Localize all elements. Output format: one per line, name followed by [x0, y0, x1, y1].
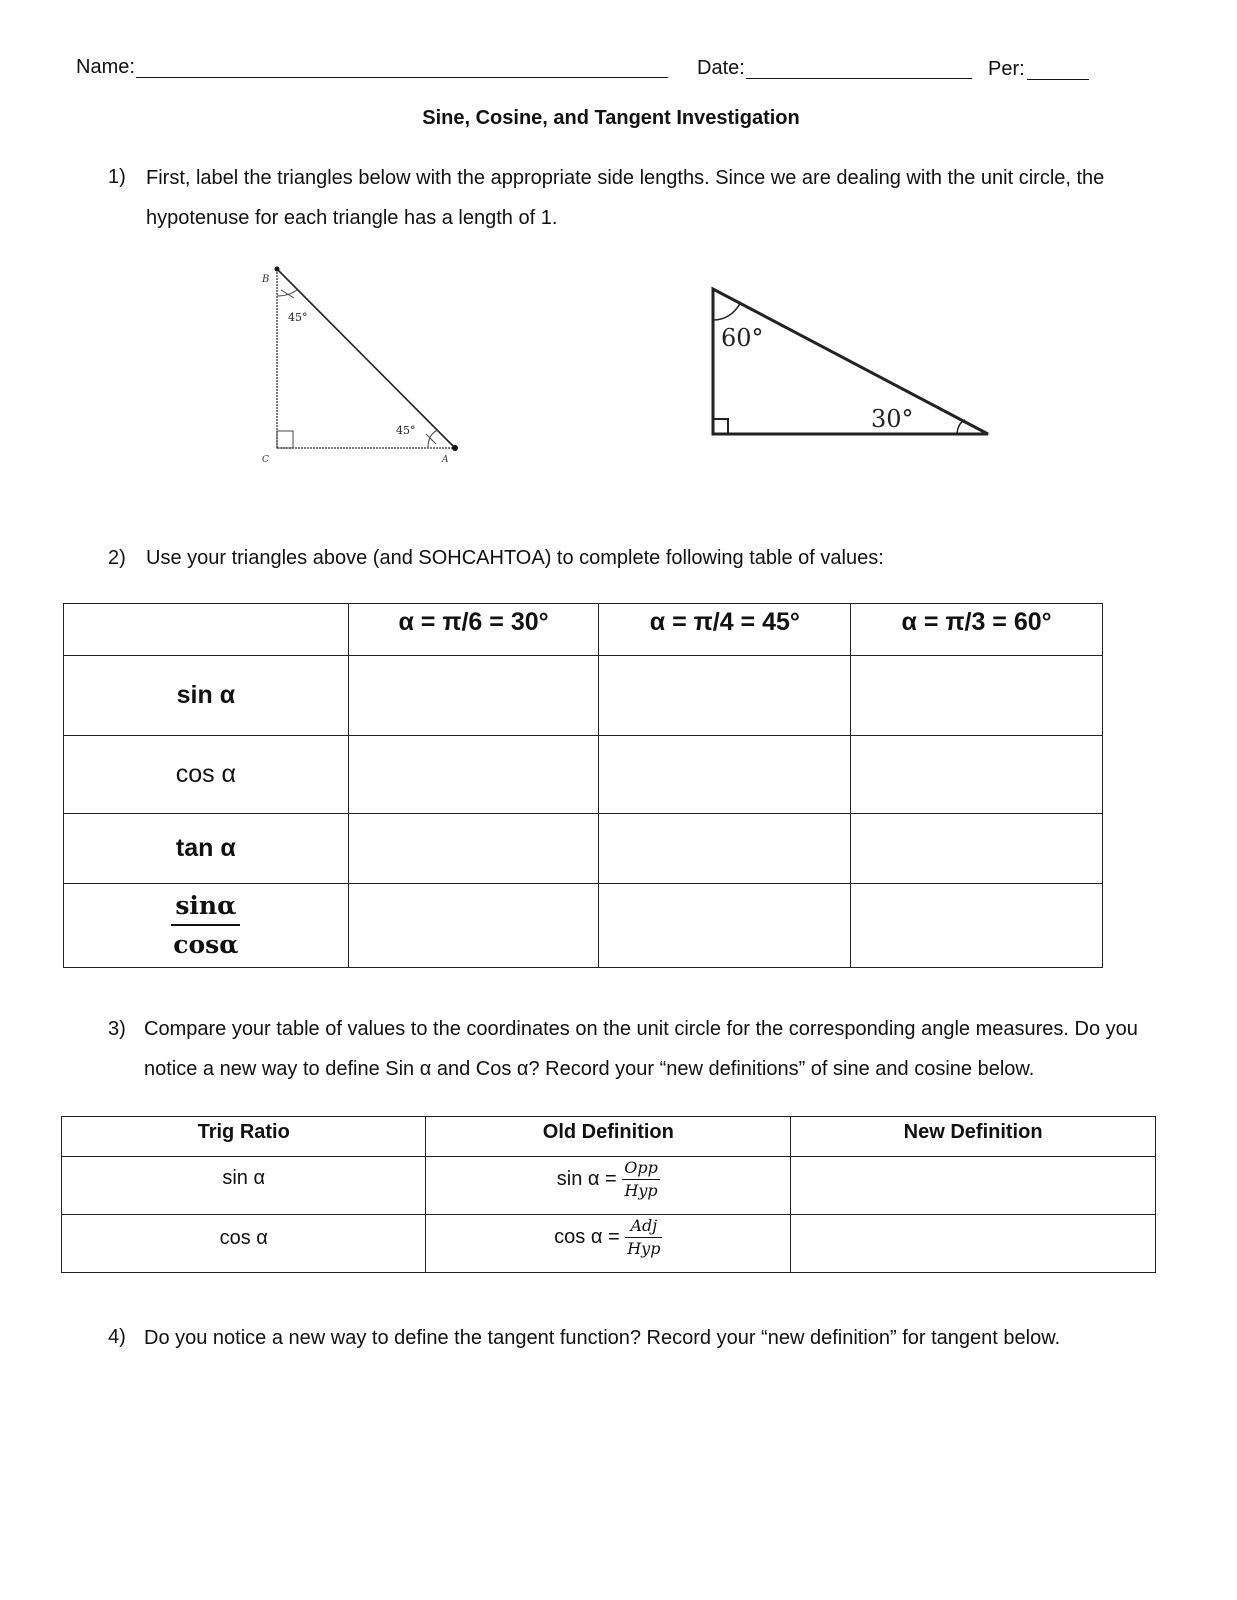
q2-text: Use your triangles above (and SOHCAHTOA) to complete following table of values: — [146, 547, 884, 569]
new-definition-cos-cell[interactable] — [791, 1215, 1156, 1273]
triangle-30-60-90 — [705, 282, 995, 442]
angle-right-label: 45° — [396, 424, 416, 437]
answer-cell-sin-30[interactable] — [348, 656, 599, 736]
q4-text: Do you notice a new way to define the tangent function? Record your “new definition” for tangent below. — [144, 1327, 1061, 1349]
ratio-denominator: cosα — [173, 930, 239, 959]
answer-cell-sin-45[interactable] — [599, 656, 851, 736]
answer-cell-cos-60[interactable] — [851, 736, 1103, 814]
q3-text: Compare your table of values to the coordinates on the unit circle for the corresponding angle measures. Do you notice a new way to define Sin α and Cos α? Record your “new definitions” of sine and cosine below. — [144, 1018, 1138, 1080]
header-new-definition: New Definition — [791, 1117, 1156, 1157]
date-field[interactable] — [746, 78, 972, 79]
q4-number: 4) — [108, 1326, 126, 1348]
q1-number: 1) — [108, 166, 126, 188]
row-label-cos: cos α — [64, 736, 349, 814]
angle-top-label: 45° — [288, 311, 308, 324]
date-label: Date: — [697, 57, 745, 79]
answer-cell-ratio-30[interactable] — [348, 884, 599, 968]
old-definition-sin: sin α = $\frac{\text{Opp}}{\text{Hyp}}$ — [426, 1157, 791, 1215]
old-definition-cos: cos α = $\frac{\text{Adj}}{\text{Hyp}}$ — [426, 1215, 791, 1273]
q3-number: 3) — [108, 1018, 126, 1040]
angle-60-label: 60° — [721, 324, 764, 352]
vertex-b-label: B — [262, 274, 270, 285]
vertex-c-label: C — [262, 455, 269, 465]
header-old-definition: Old Definition — [426, 1117, 791, 1157]
vertex-a-label: A — [442, 455, 449, 465]
name-field[interactable] — [136, 77, 668, 78]
answer-cell-tan-60[interactable] — [851, 814, 1103, 884]
row-label-ratio — [64, 884, 349, 968]
q1-text: First, label the triangles below with the appropriate side lengths. Since we are dealing with the unit circle, the hypotenuse for each triangle has a length of 1. — [146, 167, 1105, 229]
page-title: Sine, Cosine, and Tangent Investigation — [422, 107, 800, 129]
ratio-cos: cos α — [62, 1215, 426, 1273]
period-field[interactable] — [1027, 79, 1089, 80]
ratio-numerator: sinα — [171, 891, 240, 926]
column-header-45: α = π/4 = 45° — [599, 604, 851, 656]
table-corner-cell — [64, 604, 349, 656]
angle-30-label: 30° — [871, 405, 914, 433]
values-table — [63, 603, 1103, 968]
row-label-tan: tan α — [64, 814, 349, 884]
definitions-table — [61, 1116, 1156, 1273]
fraction-adj-hyp: $\frac{\text{Adj}}{\text{Hyp}}$ — [627, 1216, 661, 1258]
new-definition-sin-cell[interactable] — [791, 1157, 1156, 1215]
q2-number: 2) — [108, 547, 126, 569]
column-header-30: α = π/6 = 30° — [348, 604, 599, 656]
answer-cell-tan-30[interactable] — [348, 814, 599, 884]
per-label: Per: — [988, 58, 1025, 80]
header-trig-ratio: Trig Ratio — [62, 1117, 426, 1157]
answer-cell-ratio-45[interactable] — [599, 884, 851, 968]
answer-cell-ratio-60[interactable] — [851, 884, 1103, 968]
fraction-opp-hyp: $\frac{\text{Opp}}{\text{Hyp}}$ — [624, 1158, 658, 1200]
answer-cell-cos-30[interactable] — [348, 736, 599, 814]
column-header-60: α = π/3 = 60° — [851, 604, 1103, 656]
answer-cell-cos-45[interactable] — [599, 736, 851, 814]
answer-cell-tan-45[interactable] — [599, 814, 851, 884]
row-label-sin: sin α — [64, 656, 349, 736]
answer-cell-sin-60[interactable] — [851, 656, 1103, 736]
triangle-45-45-90 — [250, 262, 470, 467]
name-label: Name: — [76, 56, 135, 78]
ratio-sin: sin α — [62, 1157, 426, 1215]
